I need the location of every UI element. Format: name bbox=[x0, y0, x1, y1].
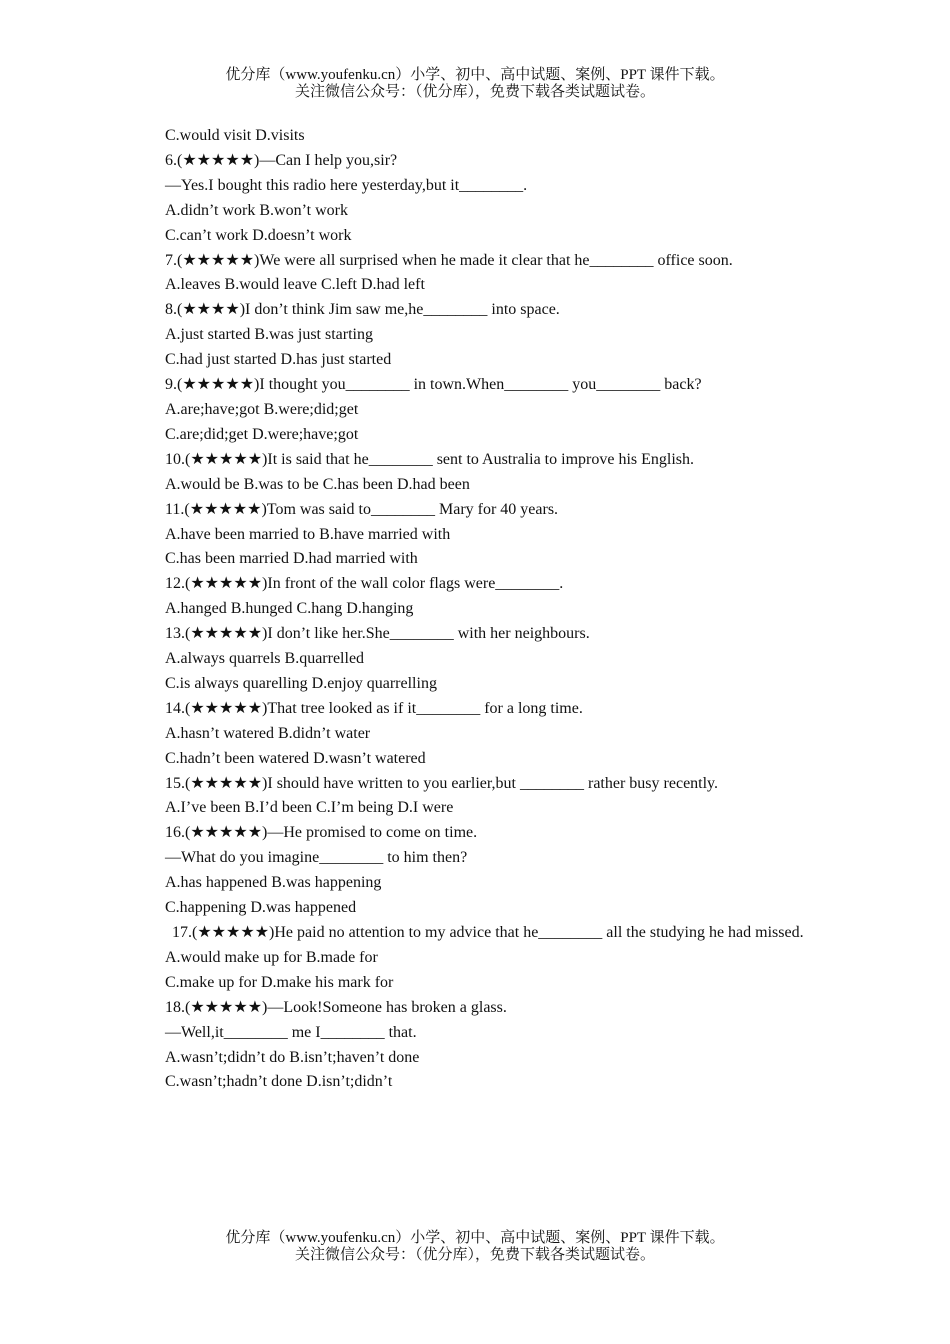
page-header bbox=[0, 67, 950, 101]
question-18: 18.(★★★★★)—Look!Someone has broken a glass. bbox=[165, 998, 507, 1016]
question-10: 10.(★★★★★)It is said that he________ sent to Australia to improve his English. bbox=[165, 450, 694, 468]
option-line: C.is always quarelling D.enjoy quarrelling bbox=[165, 674, 437, 692]
question-16: 16.(★★★★★)—He promised to come on time. bbox=[165, 824, 478, 842]
dialogue-line: —What do you imagine________ to him then? bbox=[165, 849, 468, 867]
question-15: 15.(★★★★★)I should have written to you earlier,but ________ rather busy recently. bbox=[165, 774, 719, 792]
header-line-2: 关注微信公众号：（优分库），免费下载各类试题试卷。 bbox=[294, 84, 655, 100]
dialogue-line: —Well,it________ me I________ that. bbox=[165, 1023, 417, 1041]
dialogue-line: —Yes.I bought this radio here yesterday,but it________. bbox=[165, 176, 528, 194]
option-line: A.has happened B.was happening bbox=[165, 874, 382, 892]
question-8: 8.(★★★★)I don’t think Jim saw me,he________ into space. bbox=[165, 301, 560, 319]
option-line: A.hasn’t watered B.didn’t water bbox=[165, 724, 371, 742]
option-line: C.can’t work D.doesn’t work bbox=[165, 226, 352, 244]
question-9: 9.(★★★★★)I thought you________ in town.When________ you________ back? bbox=[165, 376, 702, 394]
question-14: 14.(★★★★★)That tree looked as if it________ for a long time. bbox=[165, 699, 583, 717]
option-line: A.I’ve been B.I’d been C.I’m being D.I were bbox=[165, 799, 454, 817]
option-line: A.have been married to B.have married with bbox=[165, 525, 451, 543]
option-line: C.had just started D.has just started bbox=[165, 351, 392, 369]
option-line: C.hadn’t been watered D.wasn’t watered bbox=[165, 749, 426, 767]
option-line: A.always quarrels B.quarrelled bbox=[165, 650, 365, 668]
option-line: C.make up for D.make his mark for bbox=[165, 973, 394, 991]
option-line: A.didn’t work B.won’t work bbox=[165, 201, 348, 219]
question-13: 13.(★★★★★)I don’t like her.She________ with her neighbours. bbox=[165, 625, 590, 643]
option-line: A.just started B.was just starting bbox=[165, 326, 373, 344]
option-line: A.are;have;got B.were;did;get bbox=[165, 400, 359, 418]
question-17: 17.(★★★★★)He paid no attention to my advice that he________ all the studying he had missed. bbox=[172, 924, 804, 941]
question-6: 6.(★★★★★)—Can I help you,sir? bbox=[165, 151, 398, 169]
option-line: C.wasn’t;hadn’t done D.isn’t;didn’t bbox=[165, 1073, 393, 1091]
footer-line-2: 关注微信公众号：（优分库），免费下载各类试题试卷。 bbox=[294, 1247, 655, 1263]
footer-line-1: 优分库（www.youfenku.cn）小学、初中、高中试题、案例、PPT 课件下载。 bbox=[225, 1230, 725, 1246]
option-line: C.has been married D.had married with bbox=[165, 550, 418, 568]
option-line: A.would be B.was to be C.has been D.had been bbox=[165, 475, 470, 493]
option-line: A.wasn’t;didn’t do B.isn’t;haven’t done bbox=[165, 1048, 420, 1066]
option-line: A.leaves B.would leave C.left D.had left bbox=[165, 276, 425, 294]
page-footer bbox=[0, 1230, 950, 1264]
document-body bbox=[144, 124, 806, 1095]
header-line-1: 优分库（www.youfenku.cn）小学、初中、高中试题、案例、PPT 课件下载。 bbox=[225, 67, 725, 83]
option-line: A.would make up for B.made for bbox=[165, 948, 378, 966]
option-line: A.hanged B.hunged C.hang D.hanging bbox=[165, 600, 414, 618]
option-line: C.happening D.was happened bbox=[165, 899, 357, 917]
option-line: C.would visit D.visits bbox=[165, 127, 305, 144]
question-12: 12.(★★★★★)In front of the wall color flags were________. bbox=[165, 575, 564, 593]
question-11: 11.(★★★★★)Tom was said to________ Mary for 40 years. bbox=[165, 500, 559, 518]
question-7: 7.(★★★★★)We were all surprised when he made it clear that he________ office soon. bbox=[165, 251, 733, 269]
option-line: C.are;did;get D.were;have;got bbox=[165, 425, 359, 443]
